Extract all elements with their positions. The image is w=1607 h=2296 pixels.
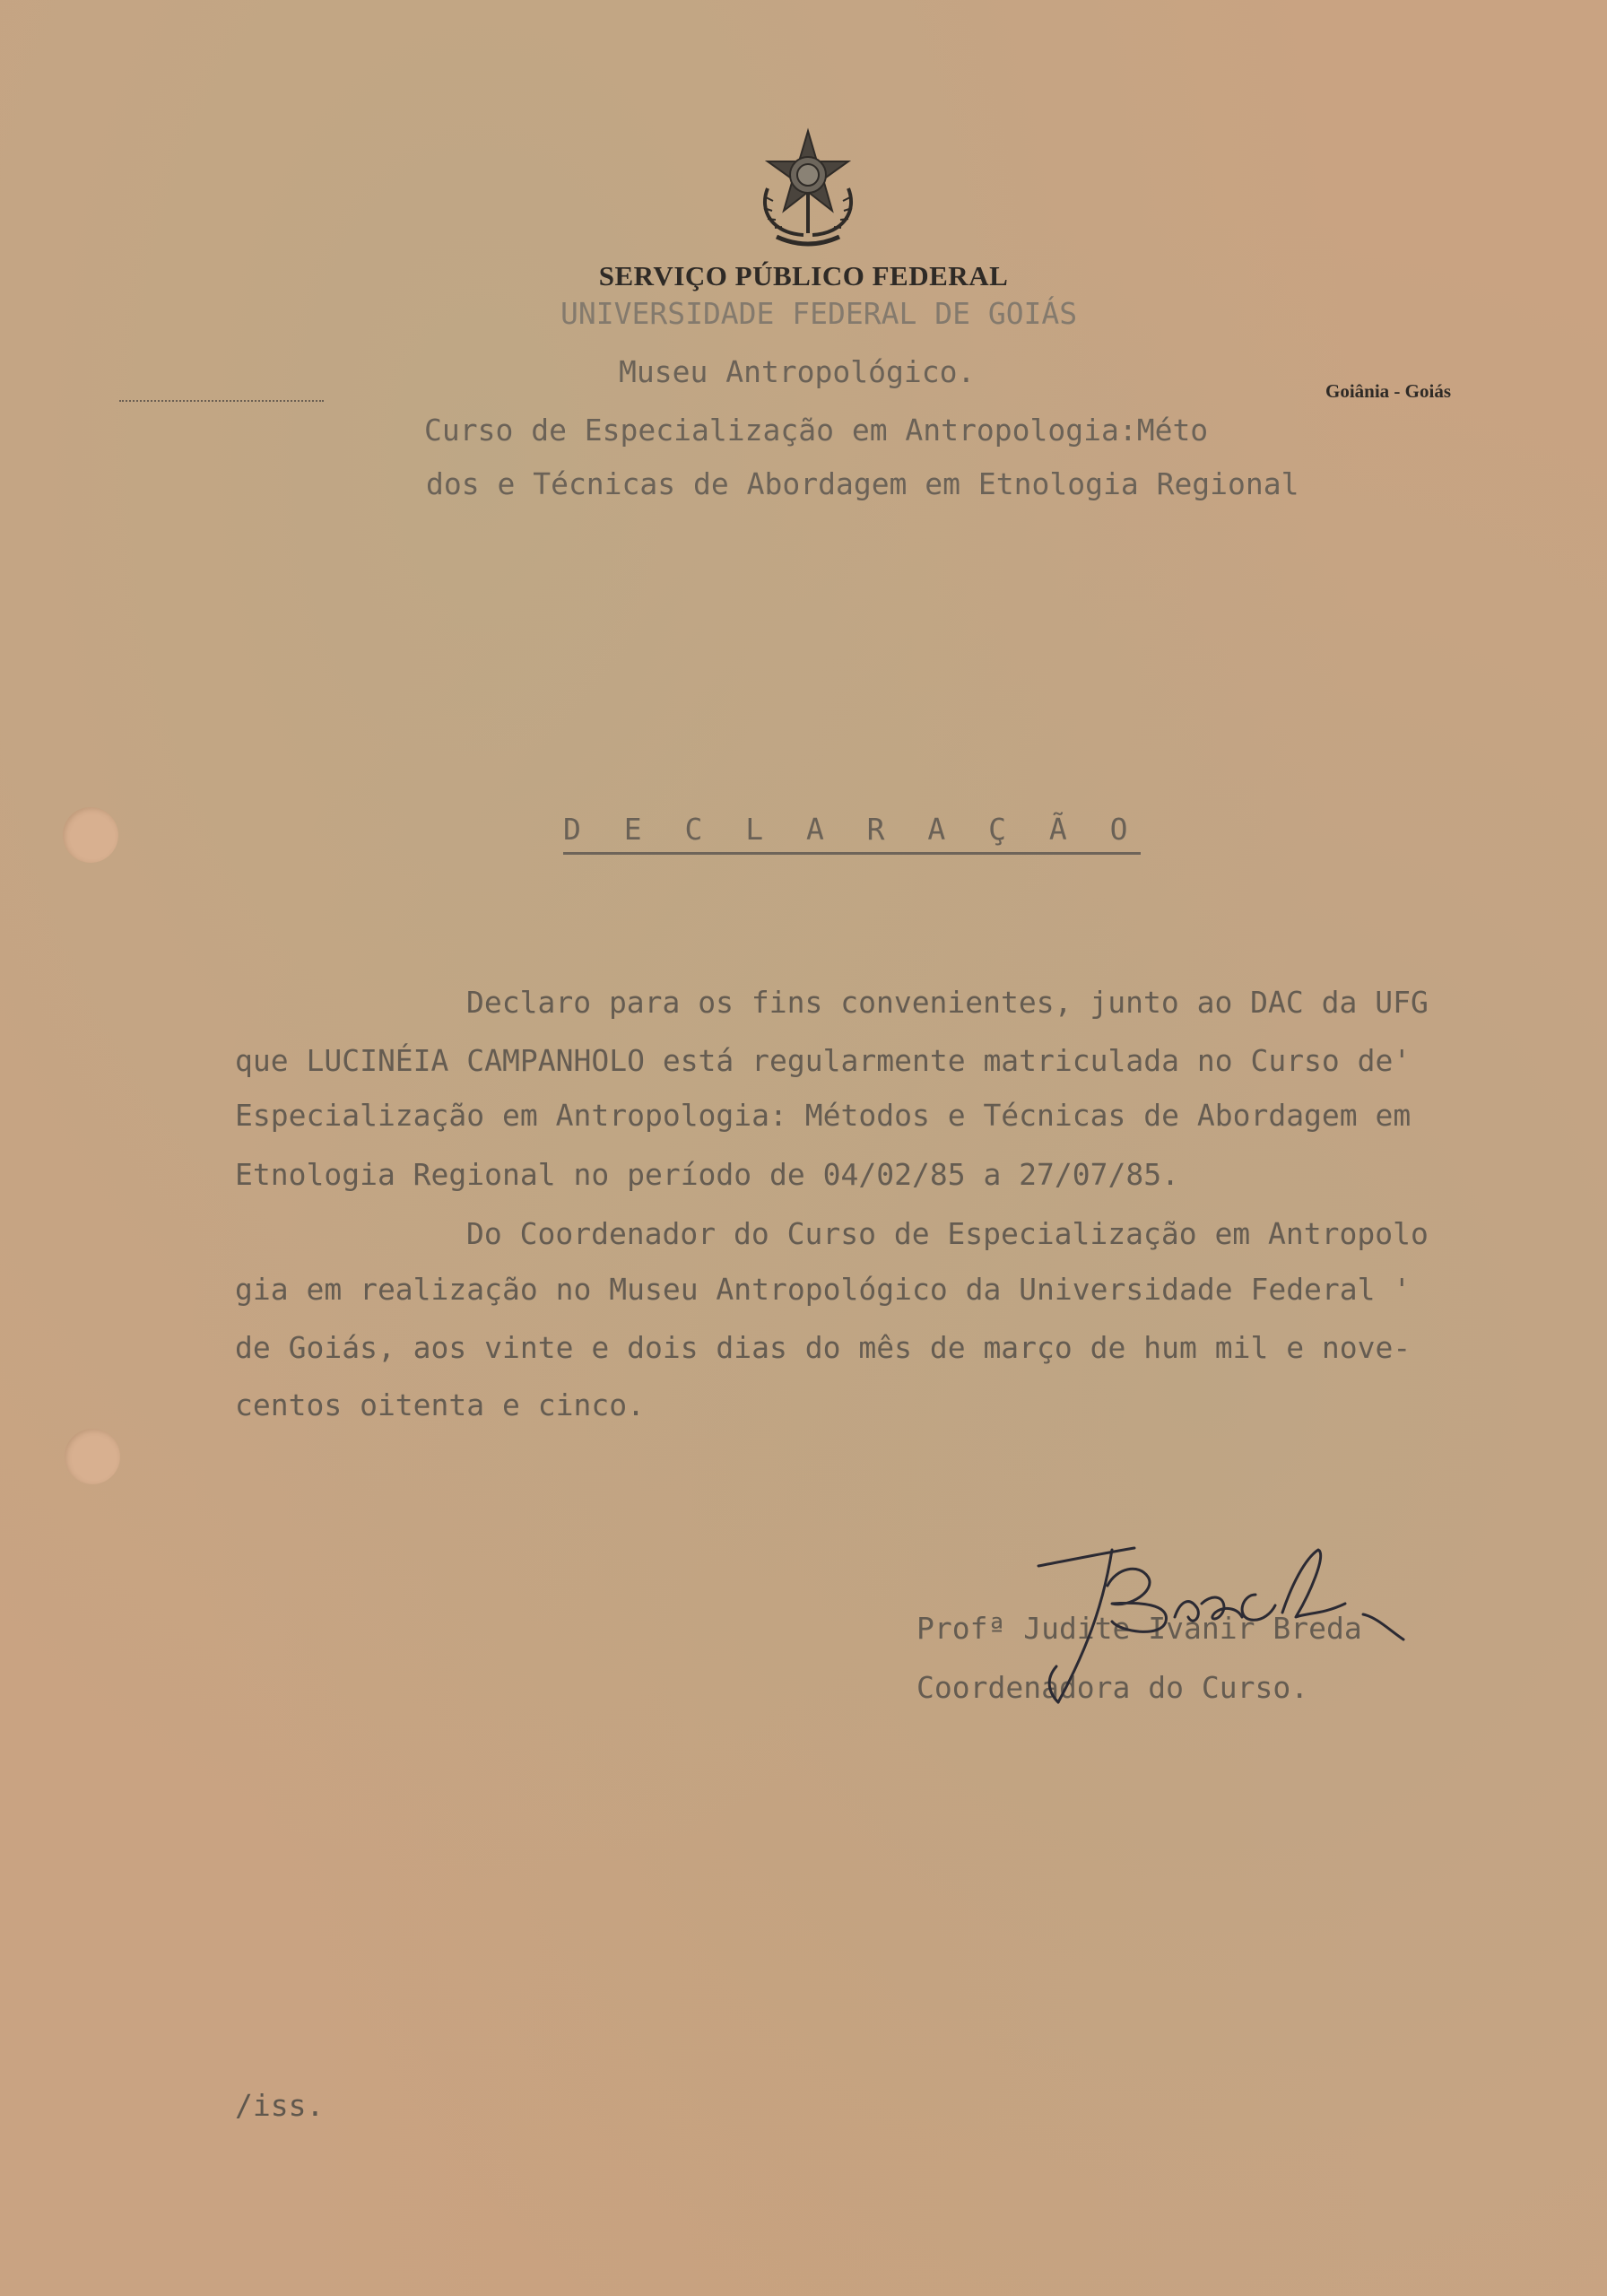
document-title: D E C L A R A Ç Ã O: [563, 812, 1141, 855]
letterhead-city: Goiânia - Goiás: [1325, 380, 1452, 402]
university-name: UNIVERSIDADE FEDERAL DE GOIÁS: [560, 296, 1078, 331]
body-line: Etnologia Regional no período de 04/02/85 a 27/07/85.: [235, 1157, 1179, 1192]
body-line: Declaro para os fins convenientes, junto ao DAC da UFG: [466, 985, 1429, 1020]
punch-hole: [63, 807, 118, 863]
signatory-role: Coordenadora do Curso.: [916, 1670, 1309, 1705]
body-line: Especialização em Antropologia: Métodos e Técnicas de Abordagem em: [235, 1098, 1412, 1133]
body-line: que LUCINÉIA CAMPANHOLO está regularmente matriculada no Curso de': [235, 1043, 1412, 1078]
letterhead-dotted-line: [119, 400, 324, 402]
punch-hole: [65, 1429, 120, 1484]
body-line: centos oitenta e cinco.: [235, 1387, 645, 1422]
course-line-2: dos e Técnicas de Abordagem em Etnologia Regional: [426, 466, 1299, 501]
museum-name: Museu Antropológico.: [619, 354, 976, 389]
signatory-name: Profª Judite Ivanir Breda: [916, 1611, 1362, 1646]
letterhead-service: SERVIÇO PÚBLICO FEDERAL: [598, 260, 1009, 291]
typist-initials: /iss.: [235, 2088, 325, 2123]
body-line: gia em realização no Museu Antropológico da Universidade Federal ': [235, 1272, 1412, 1307]
body-line: Do Coordenador do Curso de Especialização em Antropolo: [466, 1216, 1429, 1251]
handwritten-signature: [1022, 1532, 1417, 1711]
body-line: de Goiás, aos vinte e dois dias do mês de março de hum mil e nove-: [235, 1330, 1412, 1365]
course-line-1: Curso de Especialização em Antropologia:Méto: [424, 413, 1209, 448]
coat-of-arms-icon: [750, 126, 866, 251]
